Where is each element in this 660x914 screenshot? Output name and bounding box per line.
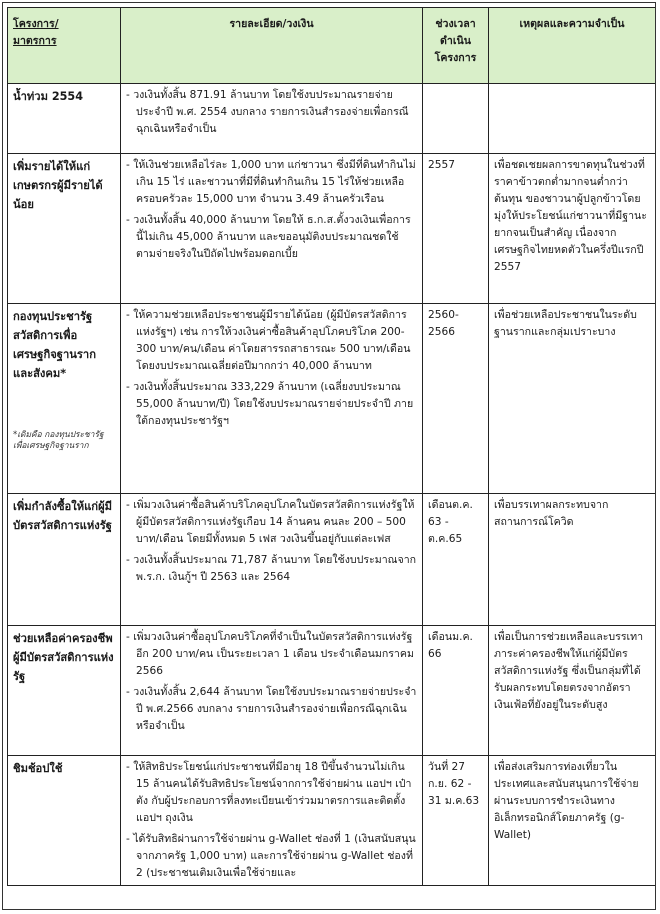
header-details: รายละเอียด/วงเงิน xyxy=(121,8,423,84)
program-name: กองทุนประชารัฐสวัสดิการเพื่อเศรษฐกิจฐานรากและสังคม* xyxy=(13,310,96,380)
header-program-line2: มาตรการ xyxy=(13,35,57,47)
header-reason: เหตุผลและความจำเป็น xyxy=(489,8,656,84)
detail-item: - วงเงินทั้งสิ้น 40,000 ล้านบาท โดยให้ ธ.ก.ส.ตั้งวงเงินเพื่อการนี้ไม่เกิน 45,000 ล้านบาท และขออนุมัติงบประมาณชดใช้ตามจ่ายจริงในปีถัดไปพร้อมดอกเบี้ย xyxy=(126,214,411,260)
program-name: เพิ่มกำลังซื้อให้แก่ผู้มีบัตรสวัสดิการแห่งรัฐ xyxy=(13,500,113,532)
details-cell xyxy=(121,756,423,886)
period-cell: 2560-2566 xyxy=(423,304,489,494)
period-cell: วันที่ 27 ก.ย. 62 - 31 ม.ค.63 xyxy=(423,756,489,886)
program-cell xyxy=(8,304,121,494)
program-cell xyxy=(8,494,121,626)
header-period-line2: ดำเนิน xyxy=(440,35,471,47)
table-row xyxy=(8,154,656,304)
policy-table xyxy=(7,7,656,886)
detail-item: - ได้รับสิทธิผ่านการใช้จ่ายผ่าน g-Wallet ช่องที่ 1 (เงินสนับสนุนจากภาครัฐ 1,000 บาท) และการใช้จ่ายผ่าน g-Wallet ช่องที่ 2 (ประชาชนเติมเงินเพื่อใช้จ่ายและ xyxy=(126,833,416,879)
program-name: เพิ่มรายได้ให้แก่เกษตรกรผู้มีรายได้น้อย xyxy=(13,160,103,211)
detail-item: - วงเงินทั้งสิ้น 2,644 ล้านบาท โดยใช้งบประมาณรายจ่ายประจำปี พ.ศ.2566 งบกลาง รายการเงินสำรองจ่ายเพื่อกรณีฉุกเฉินหรือจำเป็น xyxy=(126,686,417,732)
program-footnote: *เดิมคือ กองทุนประชารัฐเพื่อเศรษฐกิจฐานราก xyxy=(13,429,104,450)
detail-item: - วงเงินทั้งสิ้น 871.91 ล้านบาท โดยใช้งบประมาณรายจ่ายประจำปี พ.ศ. 2554 งบกลาง รายการเงินสำรองจ่ายเพื่อกรณีฉุกเฉินหรือจำเป็น xyxy=(126,89,409,135)
table-body xyxy=(8,84,656,886)
header-period-line1: ช่วงเวลา xyxy=(435,18,476,30)
reason-cell: เพื่อส่งเสริมการท่องเที่ยวในประเทศและสนับสนุนการใช้จ่ายผ่านระบบการชำระเงินทางอิเล็กทรอนิกส์โดยภาครัฐ (g-Wallet) xyxy=(489,756,656,886)
detail-item: - วงเงินทั้งสิ้นประมาณ 333,229 ล้านบาท (เฉลี่ยงบประมาณ 55,000 ล้านบาท/ปี) โดยใช้งบประมาณรายจ่ายประจำปี ภายใต้กองทุนประชารัฐฯ xyxy=(126,381,414,427)
program-name: ช่วยเหลือค่าครองชีพผู้มีบัตรสวัสดิการแห่งรัฐ xyxy=(13,632,114,683)
reason-cell: เพื่อเป็นการช่วยเหลือและบรรเทาภาระค่าครองชีพให้แก่ผู้มีบัตรสวัสดิการแห่งรัฐ ซึ่งเป็นกลุ่มที่ได้รับผลกระทบโดยตรงจากอัตราเงินเฟ้อที่ยังอยู่ในระดับสูง xyxy=(489,626,656,756)
details-cell xyxy=(121,626,423,756)
details-cell xyxy=(121,494,423,626)
detail-item: - ให้ความช่วยเหลือประชาชนผู้มีรายได้น้อย (ผู้มีบัตรสวัสดิการแห่งรัฐฯ) เช่น การให้วงเงินค่าซื้อสินค้าอุปโภคบริโภค 200-300 บาท/คน/เดือน ค่าโดยสารรถสาธารณะ 500 บาท/เดือน โดยงบประมาณเฉลี่ยต่อปีมากกว่า 40,000 ล้านบาท xyxy=(126,309,411,372)
header-period-line3: โครงการ xyxy=(434,52,477,64)
program-name: น้ำท่วม 2554 xyxy=(13,90,83,103)
reason-cell: เพื่อช่วยเหลือประชาชนในระดับฐานรากและกลุ่มเปราะบาง xyxy=(489,304,656,494)
table-header xyxy=(8,8,656,84)
table-row xyxy=(8,626,656,756)
table-row xyxy=(8,304,656,494)
reason-cell xyxy=(489,84,656,154)
details-cell xyxy=(121,84,423,154)
document-page xyxy=(2,2,656,910)
details-cell xyxy=(121,304,423,494)
table-row xyxy=(8,84,656,154)
header-program xyxy=(8,8,121,84)
detail-item: - ให้สิทธิประโยชน์แก่ประชาชนที่มีอายุ 18 ปีขึ้นจำนวนไม่เกิน 15 ล้านคนได้รับสิทธิประโยชน์จากการใช้จ่ายผ่าน แอปฯ เป๋าตัง กับผู้ประกอบการที่ลงทะเบียนเข้าร่วมมาตรการและติดตั้งแอปฯ ถุงเงิน xyxy=(126,761,412,824)
period-cell: เดือนต.ค. 63 - ต.ค.65 xyxy=(423,494,489,626)
table-row xyxy=(8,756,656,886)
program-cell xyxy=(8,84,121,154)
program-cell xyxy=(8,626,121,756)
program-cell xyxy=(8,756,121,886)
period-cell: 2557 xyxy=(423,154,489,304)
reason-cell: เพื่อบรรเทาผลกระทบจากสถานการณ์โควิด xyxy=(489,494,656,626)
header-program-line1: โครงการ/ xyxy=(13,18,59,30)
reason-cell: เพื่อชดเชยผลการขาดทุนในช่วงที่ราคาข้าวตกต่ำมากจนต่ำกว่าต้นทุน ของชาวนาผู้ปลูกข้าวโดยมุ่งให้ประโยชน์แก่ชาวนาที่มีฐานะยากจนเป็นสำคัญ เนื่องจากเศรษฐกิจไทยหดตัวในครึ่งปีแรกปี 2557 xyxy=(489,154,656,304)
period-cell: เดือนม.ค. 66 xyxy=(423,626,489,756)
detail-item: - เพิ่มวงเงินค่าซื้ออุปโภคบริโภคที่จำเป็นในบัตรสวัสดิการแห่งรัฐอีก 200 บาท/คน เป็นระยะเวลา 1 เดือน ประจำเดือนมกราคม 2566 xyxy=(126,631,414,677)
table-row xyxy=(8,494,656,626)
detail-item: - ให้เงินช่วยเหลือไร่ละ 1,000 บาท แก่ชาวนา ซึ่งมีที่ดินทำกินไม่เกิน 15 ไร่ และชาวนาที่มีที่ดินทำกินเกิน 15 ไร่ให้ช่วยเหลือครอบครัวละ 15,000 บาท จำนวน 3.49 ล้านครัวเรือน xyxy=(126,159,416,205)
header-period xyxy=(423,8,489,84)
program-name: ชิมช้อปใช้ xyxy=(13,762,63,775)
detail-item: - วงเงินทั้งสิ้นประมาณ 71,787 ล้านบาท โดยใช้งบประมาณจาก พ.ร.ก. เงินกู้ฯ ปี 2563 และ 2564 xyxy=(126,554,417,583)
period-cell xyxy=(423,84,489,154)
details-cell xyxy=(121,154,423,304)
program-cell xyxy=(8,154,121,304)
detail-item: - เพิ่มวงเงินค่าซื้อสินค้าบริโภคอุปโภคในบัตรสวัสดิการแห่งรัฐให้ผู้มีบัตรสวัสดิการแห่งรัฐเกือบ 14 ล้านคน คนละ 200 – 500 บาท/เดือน โดยมีทั้งหมด 5 เฟส วงเงินขึ้นอยู่กับแต่ละเฟส xyxy=(126,499,415,545)
